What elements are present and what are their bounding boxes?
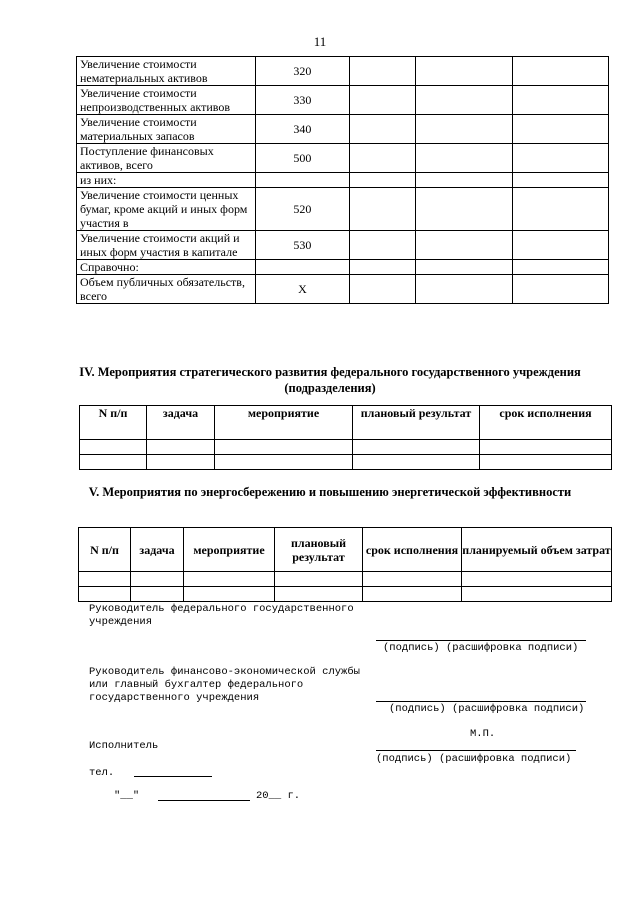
column-header: мероприятие — [215, 406, 353, 440]
column-header: мероприятие — [184, 528, 275, 572]
empty-cell — [513, 260, 609, 275]
finance-signature-line — [376, 701, 586, 702]
row-label: из них: — [77, 173, 256, 188]
empty-cell — [415, 188, 513, 231]
empty-cell — [349, 57, 415, 86]
phone-line — [134, 776, 212, 777]
empty-cell — [349, 275, 415, 304]
row-code — [255, 173, 349, 188]
empty-cell — [349, 86, 415, 115]
date-month-line — [158, 800, 250, 801]
row-label: Объем публичных обязательств, всего — [77, 275, 256, 304]
finance-signature-caption: (подпись) (расшифровка подписи) — [389, 703, 585, 715]
row-label: Справочно: — [77, 260, 256, 275]
empty-cell — [513, 57, 609, 86]
finance-head-label: Руководитель финансово-экономической службы или главный бухгалтер федерального государственного учреждения — [89, 666, 360, 704]
row-code: 320 — [255, 57, 349, 86]
head-label: Руководитель федерального государственного учреждения — [89, 603, 354, 628]
row-label: Увеличение стоимости акций и иных форм участия в капитале — [77, 231, 256, 260]
executor-signature-line — [376, 750, 576, 751]
phone-label: тел. — [89, 767, 115, 779]
date-year: 20__ г. — [256, 790, 301, 802]
row-code: X — [255, 275, 349, 304]
row-code: 330 — [255, 86, 349, 115]
column-header: N п/п — [79, 528, 131, 572]
column-header: задача — [131, 528, 184, 572]
energy-efficiency-table — [78, 527, 612, 602]
row-label: Увеличение стоимости непроизводственных активов — [77, 86, 256, 115]
row-label: Увеличение стоимости ценных бумаг, кроме акций и иных форм участия в — [77, 188, 256, 231]
empty-cell — [415, 260, 513, 275]
empty-cell — [415, 57, 513, 86]
row-code: 500 — [255, 144, 349, 173]
row-code: 530 — [255, 231, 349, 260]
table-row — [77, 173, 609, 188]
table-row — [80, 455, 612, 470]
executor-label: Исполнитель — [89, 740, 159, 752]
row-code: 520 — [255, 188, 349, 231]
section-v-title: V. Мероприятия по энергосбережению и повышению энергетической эффективности — [88, 485, 572, 499]
table-row — [79, 572, 612, 587]
strategic-development-table — [79, 405, 612, 470]
date-day: "__" — [114, 790, 140, 802]
executor-signature-caption: (подпись) (расшифровка подписи) — [376, 753, 572, 765]
table-row — [77, 188, 609, 231]
table-row — [77, 275, 609, 304]
table-row — [77, 86, 609, 115]
stamp-place: М.П. — [470, 728, 496, 740]
empty-cell — [513, 115, 609, 144]
row-label: Увеличение стоимости нематериальных активов — [77, 57, 256, 86]
empty-cell — [415, 115, 513, 144]
empty-cell — [349, 260, 415, 275]
empty-cell — [513, 275, 609, 304]
financial-assets-table — [76, 56, 609, 304]
table-row — [77, 231, 609, 260]
table-row — [77, 260, 609, 275]
empty-cell — [513, 144, 609, 173]
empty-cell — [513, 173, 609, 188]
empty-cell — [415, 144, 513, 173]
empty-cell — [415, 86, 513, 115]
head-signature-line — [376, 640, 586, 641]
table-row — [80, 440, 612, 455]
section-iv-title: IV. Мероприятия стратегического развития федерального государственного учреждения (подразделения) — [79, 365, 581, 395]
head-signature-caption: (подпись) (расшифровка подписи) — [383, 642, 579, 654]
column-header: планируемый объем затрат — [462, 528, 612, 572]
row-label: Поступление финансовых активов, всего — [77, 144, 256, 173]
empty-cell — [513, 188, 609, 231]
table-row — [77, 57, 609, 86]
empty-cell — [349, 115, 415, 144]
empty-cell — [349, 173, 415, 188]
page-number: 11 — [313, 34, 327, 49]
column-header: плановый результат — [353, 406, 480, 440]
empty-cell — [349, 188, 415, 231]
table-row — [77, 115, 609, 144]
column-header: плановый результат — [275, 528, 363, 572]
column-header: N п/п — [80, 406, 147, 440]
table-row — [79, 587, 612, 602]
table-row — [77, 144, 609, 173]
empty-cell — [513, 231, 609, 260]
empty-cell — [349, 144, 415, 173]
row-code: 340 — [255, 115, 349, 144]
row-label: Увеличение стоимости материальных запасов — [77, 115, 256, 144]
empty-cell — [513, 86, 609, 115]
column-header: срок исполнения — [480, 406, 612, 440]
empty-cell — [415, 231, 513, 260]
empty-cell — [415, 275, 513, 304]
empty-cell — [349, 231, 415, 260]
empty-cell — [415, 173, 513, 188]
column-header: срок исполнения — [363, 528, 462, 572]
row-code — [255, 260, 349, 275]
column-header: задача — [147, 406, 215, 440]
